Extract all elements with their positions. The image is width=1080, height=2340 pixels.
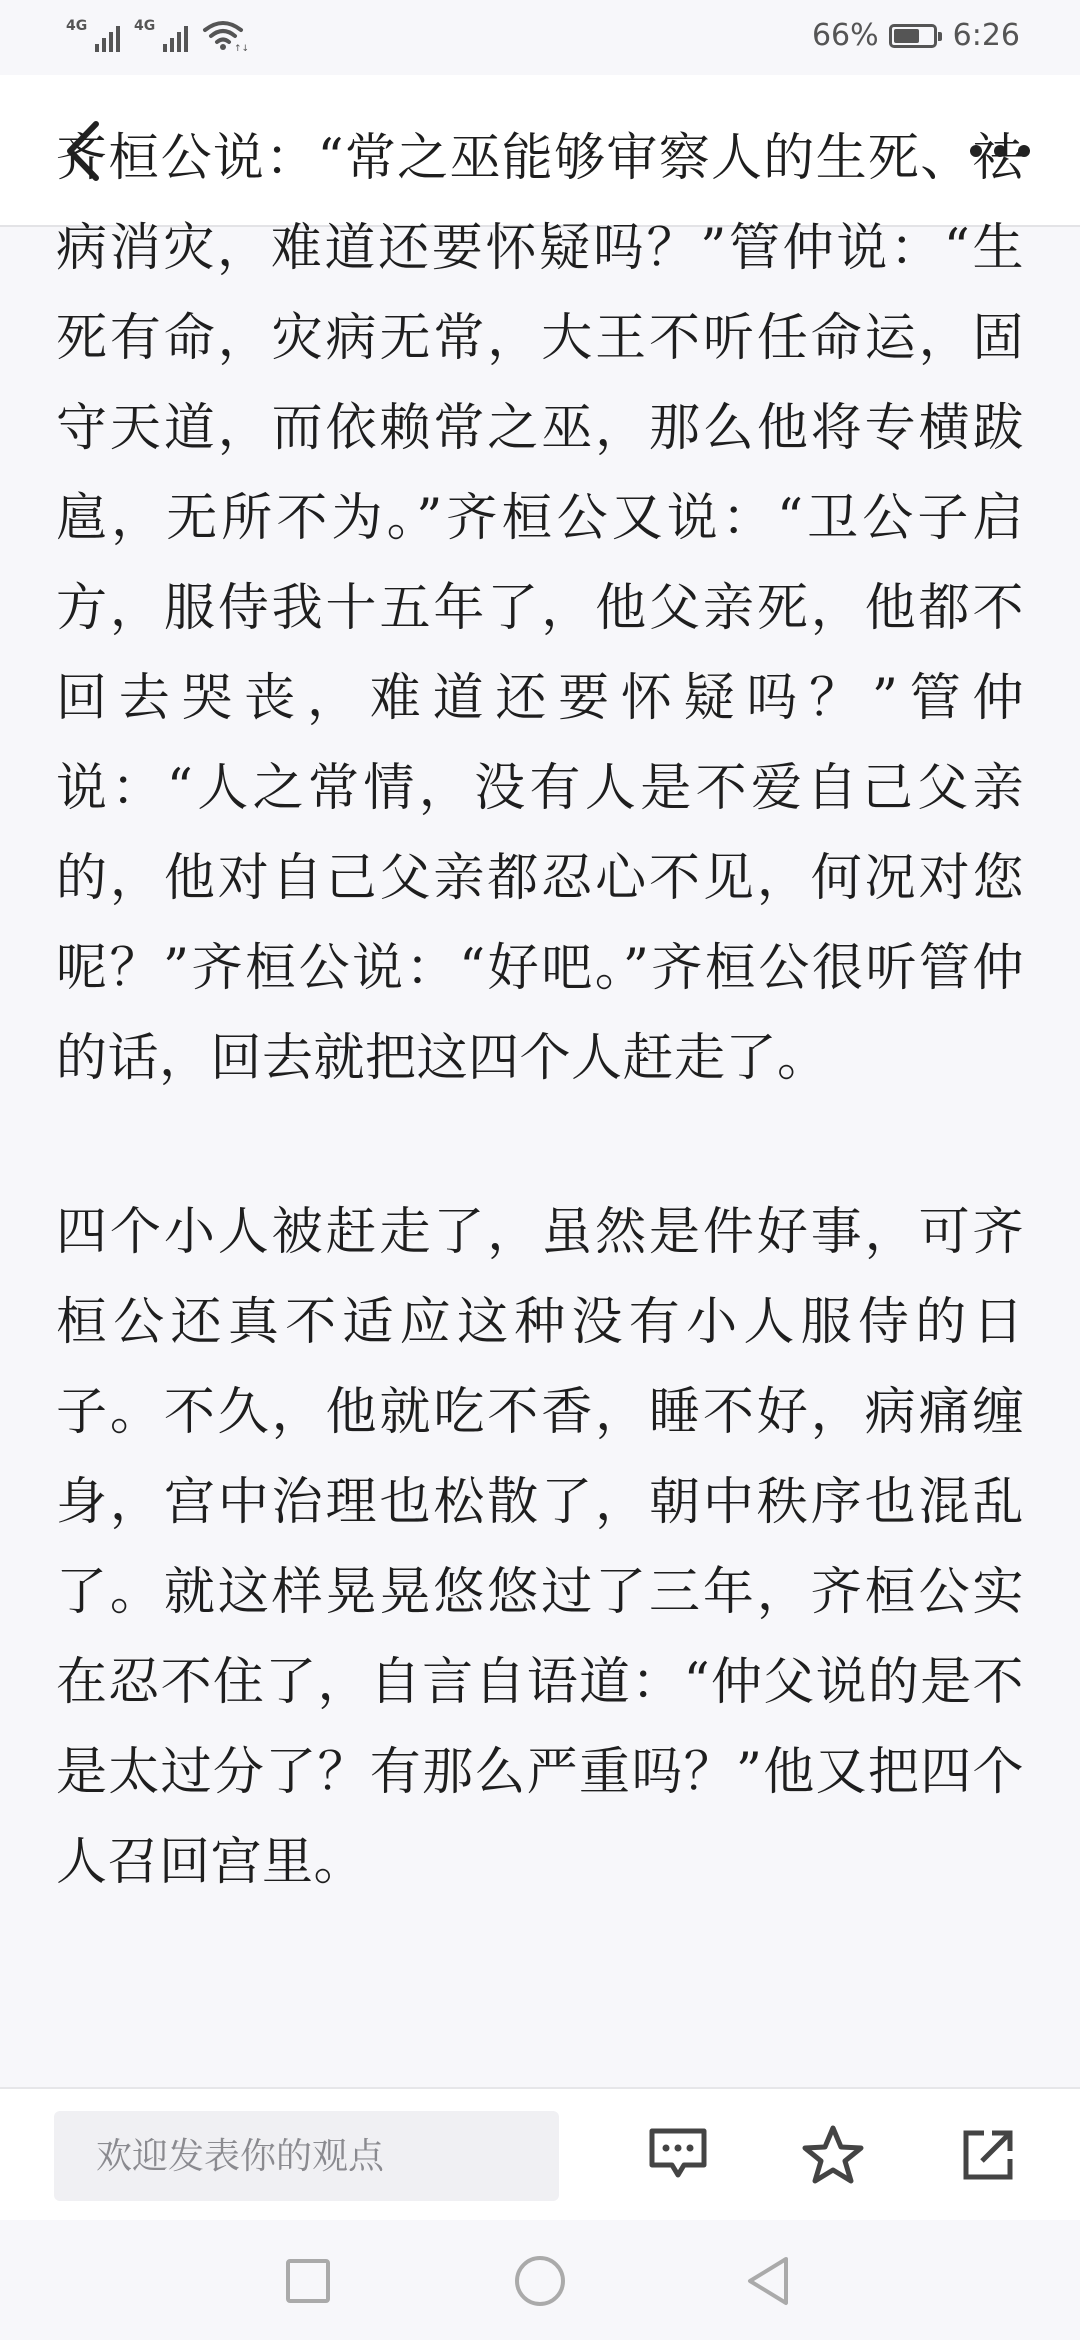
share-button[interactable] — [950, 2117, 1026, 2193]
svg-text:↑↓: ↑↓ — [234, 44, 250, 54]
back-triangle-icon — [742, 2253, 794, 2309]
home-circle-icon — [512, 2253, 568, 2309]
comment-icon — [646, 2125, 710, 2185]
battery-fill — [894, 29, 919, 43]
sim1-label: 4G — [66, 18, 88, 34]
sim1-signal-icon — [66, 18, 120, 52]
comment-button[interactable] — [640, 2117, 716, 2193]
system-nav-bar — [0, 2220, 1080, 2340]
recents-square-icon — [283, 2256, 333, 2306]
status-bar-right — [812, 18, 1020, 53]
comment-bar — [0, 2087, 1080, 2222]
wifi-icon — [202, 18, 250, 54]
article-paragraph: 四个小人被赶走了，虽然是件好事，可齐桓公还真不适应这种没有小人服侍的日子。不久，他就吃不香，睡不好，病痛缠身，宫中治理也松散了，朝中秩序也混乱了。就这样晃晃悠悠过了三年，齐桓公实在忍不住了，自言自语道：“仲父说的是不是太过分了？有那么严重吗？”他又把四个人召回宫里。 — [56, 1203, 1024, 1892]
star-icon — [800, 2123, 866, 2187]
battery-percent: 66% — [811, 18, 879, 53]
article-body — [56, 114, 1024, 1992]
share-icon — [958, 2125, 1018, 2185]
recents-button[interactable] — [273, 2246, 343, 2316]
system-back-button[interactable] — [733, 2246, 803, 2316]
article-content[interactable] — [0, 129, 1080, 2087]
home-button[interactable] — [505, 2246, 575, 2316]
clock: 6:26 — [952, 18, 1020, 53]
sim2-signal-icon — [134, 18, 188, 52]
status-bar — [0, 0, 1080, 75]
article-paragraph: 齐桓公说：“常之巫能够审察人的生死、祛病消灾，难道还要怀疑吗？”管仲说：“生死有命，灾病无常，大王不听任命运，固守天道，而依赖常之巫，那么他将专横跋扈，无所不为。”齐桓公又说：“卫公子启方，服侍我十五年了，他父亲死，他都不回去哭丧，难道还要怀疑吗？”管仲说：“人之常情，没有人是不爱自己父亲的，他对自己父亲都忍心不见，何况对您呢？”齐桓公说：“好吧。”齐桓公很听管仲的话，回去就把这四个人赶走了。 — [56, 129, 1024, 1088]
battery-icon — [889, 24, 937, 48]
sim2-label: 4G — [134, 18, 156, 34]
status-bar-left — [66, 18, 250, 54]
favorite-button[interactable] — [795, 2117, 871, 2193]
comment-input[interactable] — [54, 2111, 559, 2201]
